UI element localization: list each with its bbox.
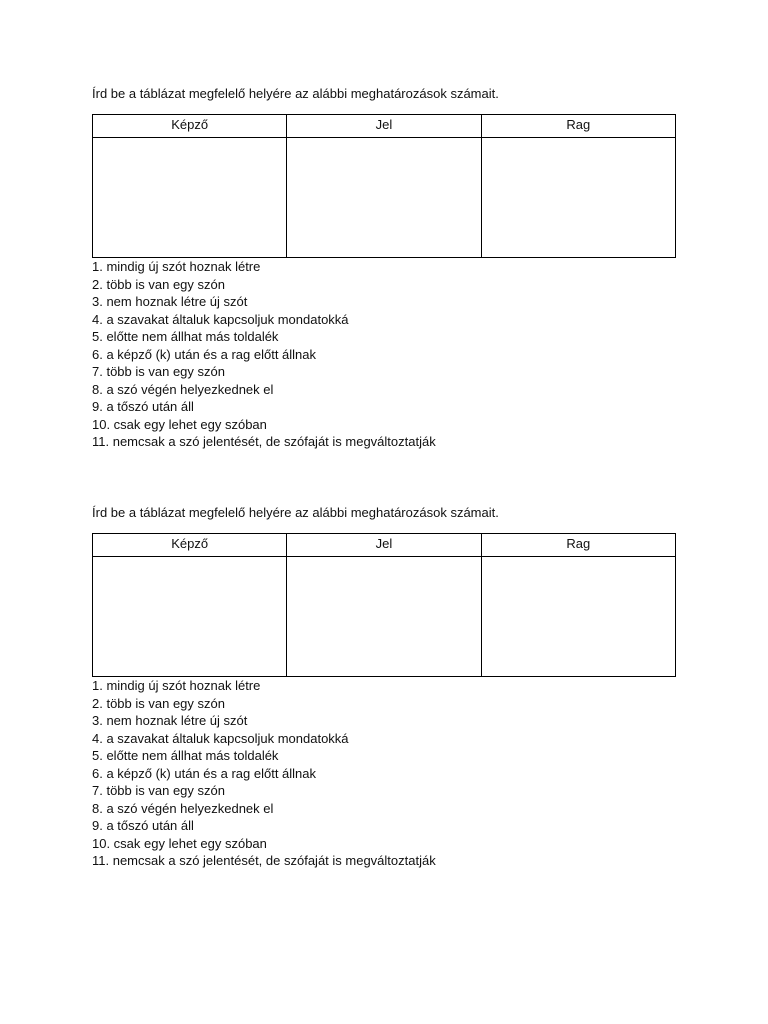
list-item: 10. csak egy lehet egy szóban (92, 416, 267, 432)
exercise-2 (92, 505, 676, 870)
exercise-1 (92, 86, 676, 451)
classification-table (92, 114, 676, 258)
list-item: 5. előtte nem állhat más toldalék (92, 329, 279, 344)
column-header-kepzo: Képző (93, 534, 287, 557)
list-item: 1. mindig új szót hoznak létre (92, 678, 261, 693)
table-header-row (93, 534, 676, 557)
column-header-kepzo: Képző (93, 115, 287, 138)
list-item: 11. nemcsak a szó jelentését, de szófaját is megváltoztatják (92, 434, 436, 449)
list-item: 8. a szó végén helyezkednek el (92, 800, 274, 816)
list-item: 3. nem hoznak létre új szót (92, 294, 248, 309)
list-item: 6. a képző (k) után és a rag előtt állnak (92, 346, 317, 362)
answer-cell-jel[interactable] (287, 138, 481, 258)
list-item: 2. több is van egy szón (92, 695, 225, 711)
answer-cell-rag[interactable] (481, 557, 675, 677)
list-item: 4. a szavakat általuk kapcsoljuk mondatokká (92, 311, 349, 327)
list-item: 10. csak egy lehet egy szóban (92, 835, 267, 851)
answer-cell-kepzo[interactable] (93, 138, 287, 258)
list-item: 8. a szó végén helyezkednek el (92, 381, 274, 397)
list-item: 5. előtte nem állhat más toldalék (92, 748, 279, 763)
table-answer-row (93, 557, 676, 677)
list-item: 6. a képző (k) után és a rag előtt állnak (92, 765, 317, 781)
table-header-row (93, 115, 676, 138)
answer-cell-jel[interactable] (287, 557, 481, 677)
column-header-rag: Rag (481, 115, 675, 138)
list-item: 3. nem hoznak létre új szót (92, 713, 248, 728)
table-answer-row (93, 138, 676, 258)
instruction-text: Írd be a táblázat megfelelő helyére az alábbi meghatározások számait. (92, 505, 499, 520)
column-header-jel: Jel (287, 534, 481, 557)
column-header-rag: Rag (481, 534, 675, 557)
definition-list (92, 258, 676, 451)
list-item: 9. a tőszó után áll (92, 818, 194, 833)
list-item: 4. a szavakat általuk kapcsoljuk mondatokká (92, 730, 349, 746)
answer-cell-kepzo[interactable] (93, 557, 287, 677)
list-item: 7. több is van egy szón (92, 364, 225, 379)
list-item: 11. nemcsak a szó jelentését, de szófaját is megváltoztatják (92, 853, 436, 868)
list-item: 9. a tőszó után áll (92, 399, 194, 414)
list-item: 7. több is van egy szón (92, 783, 225, 798)
instruction-text: Írd be a táblázat megfelelő helyére az alábbi meghatározások számait. (92, 86, 499, 101)
classification-table (92, 533, 676, 677)
answer-cell-rag[interactable] (481, 138, 675, 258)
column-header-jel: Jel (287, 115, 481, 138)
definition-list (92, 677, 676, 870)
list-item: 1. mindig új szót hoznak létre (92, 259, 261, 274)
list-item: 2. több is van egy szón (92, 276, 225, 292)
